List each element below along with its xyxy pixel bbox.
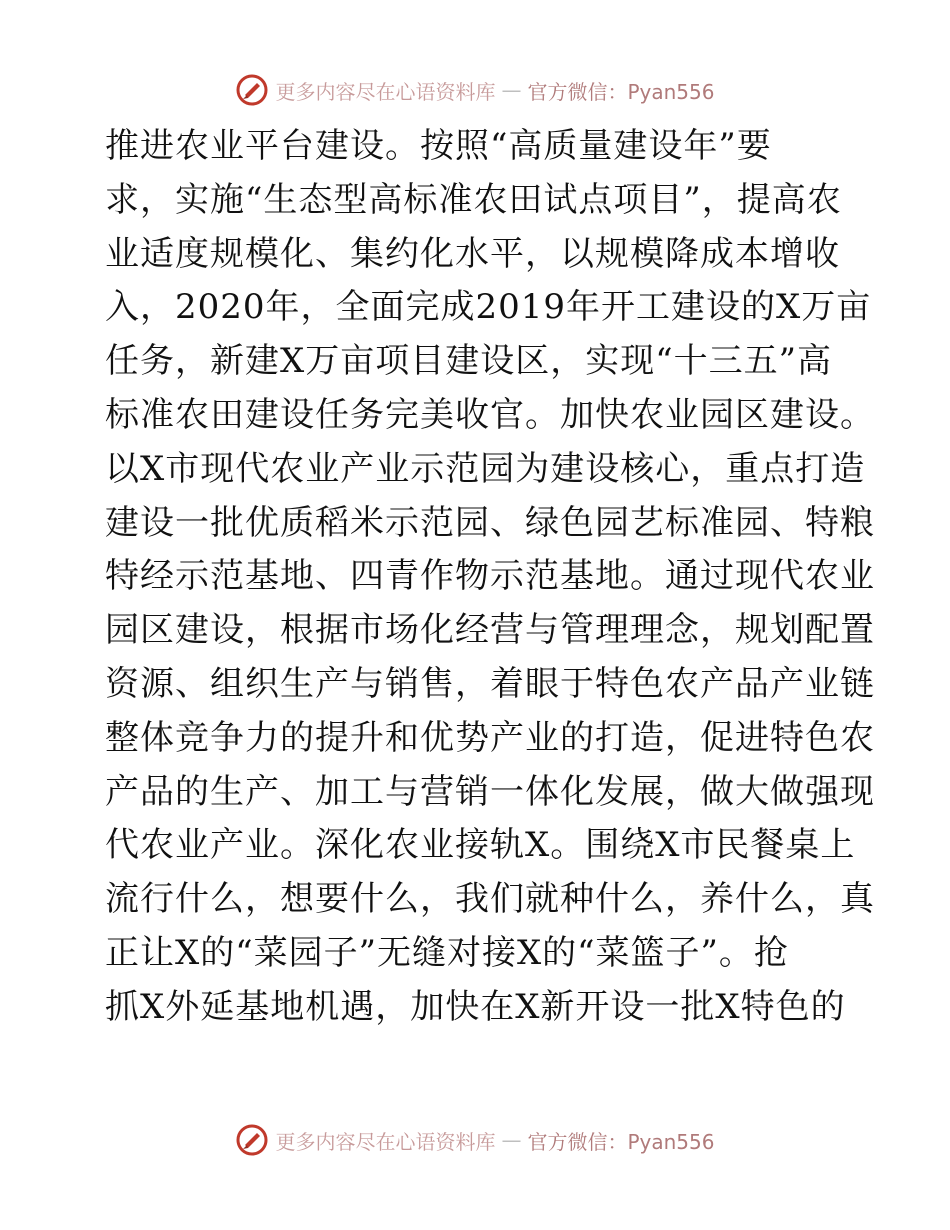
body-line: 代农业产业。深化农业接轨X。围绕X市民餐桌上 — [105, 825, 856, 866]
watermark-group — [235, 73, 714, 107]
document-body — [105, 120, 875, 1035]
body-line: 资源、组织生产与销售，着眼于特色农产品产业链 — [105, 663, 875, 704]
watermark-text: 更多内容尽在心语资料库 — [275, 1129, 496, 1154]
watermark-group — [235, 1123, 714, 1157]
body-line: 入，2020年，全面完成2019年开工建设的X万亩 — [105, 287, 872, 328]
watermark-contact: 官方微信：Pyan556 — [527, 1129, 715, 1154]
body-line: 以X市现代农业产业示范园为建设核心，重点打造 — [105, 448, 866, 489]
body-line: 建设一批优质稻米示范园、绿色园艺标准园、特粮 — [105, 502, 875, 543]
body-line: 标准农田建设任务完美收官。加快农业园区建设。 — [105, 394, 875, 435]
body-line: 流行什么，想要什么，我们就种什么，养什么，真 — [105, 879, 875, 920]
watermark-contact: 官方微信：Pyan556 — [527, 79, 715, 104]
watermark-text: 更多内容尽在心语资料库 — [275, 79, 496, 104]
body-line: 产品的生产、加工与营销一体化发展，做大做强现 — [105, 771, 875, 812]
body-line: 业适度规模化、集约化水平，以规模降成本增收 — [105, 233, 840, 274]
logo-icon — [235, 73, 269, 107]
body-line: 任务，新建X万亩项目建设区，实现“十三五”高 — [105, 341, 832, 382]
watermark-separator: — — [501, 78, 522, 102]
body-line: 推进农业平台建设。按照“高质量建设年”要 — [105, 126, 772, 166]
header-watermark — [0, 70, 950, 110]
body-line: 抓X外延基地机遇，加快在X新开设一批X特色的 — [105, 986, 846, 1027]
body-line: 特经示范基地、四青作物示范基地。通过现代农业 — [105, 556, 875, 597]
body-line: 求，实施“生态型高标准农田试点项目”，提高农 — [105, 179, 842, 220]
body-line: 整体竞争力的提升和优势产业的打造，促进特色农 — [105, 717, 875, 758]
watermark-separator: — — [501, 1128, 522, 1152]
footer-watermark — [0, 1120, 950, 1160]
logo-icon — [235, 1123, 269, 1157]
body-line: 正让X的“菜园子”无缝对接X的“菜篮子”。抢 — [105, 932, 789, 973]
body-line: 园区建设，根据市场化经营与管理理念，规划配置 — [105, 610, 875, 651]
